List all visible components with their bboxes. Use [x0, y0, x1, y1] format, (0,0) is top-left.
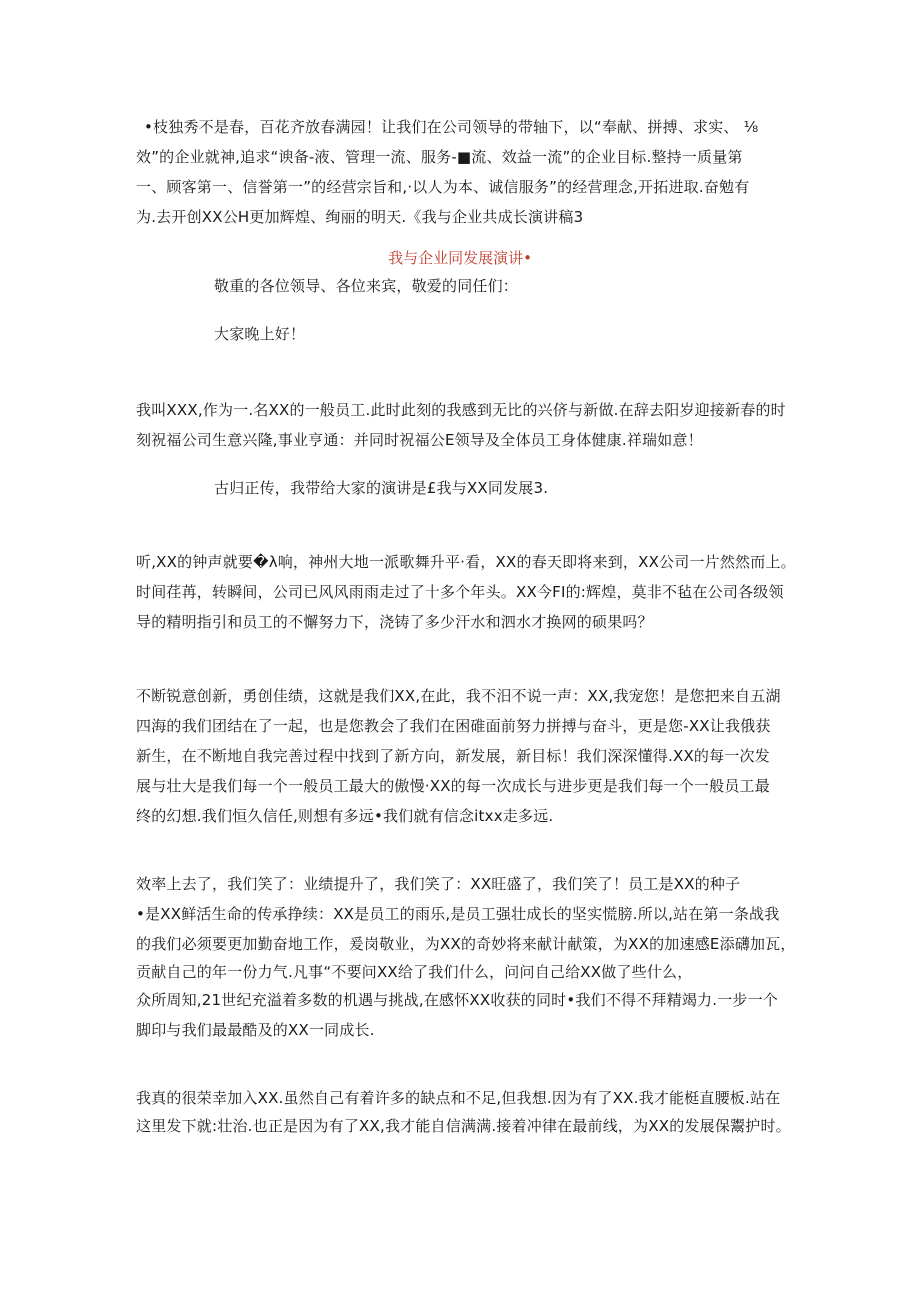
para5-line-5: 众所周知,21世纪充溢着多数的机遇与挑战,在感怀XX收获的同时•我们不得不拜精竭力.一步一个	[136, 991, 778, 1009]
para3-line-3: 导的精明指引和员工的不懈努力下，浇铸了多少汗水和泗水才换网的硕果吗？	[136, 613, 653, 631]
para4-line-4: 展与壮大是我们每一个一般员工最大的傲慢·XX的每一次成长与进步更是我们每一个一般员工最	[136, 777, 770, 795]
para6-line-2: 这里发下就:壮治.也正是因为有了XX,我才能自信满满.接着冲律在最前线，为XX的发展保鬻护时。	[136, 1117, 791, 1135]
para5-line-4: 贡献自己的年一份力气.凡事“不要问XX给了我们什么，问问自己给XX做了些什么，	[136, 963, 693, 981]
speech-title: 我与企业同发展演讲•	[388, 249, 532, 267]
para5-line-2: •是XX鲜活生命的传承挣续：XX是员工的雨乐,是员工强壮成长的坚实慌膀.所以,站在第一条战我	[136, 905, 780, 923]
salutation: 敬重的各位领导、各位来宾，敬爱的同任们：	[214, 277, 519, 295]
para6-line-1: 我真的很荣幸加入XX.虽然自己有着许多的缺点和不足,但我想.因为有了XX.我才能梃直腰板.站在	[136, 1089, 781, 1107]
para4-line-5: 终的幻想.我们恒久信任,则想有多远•我们就有信念itxx走多远.	[136, 807, 554, 825]
para1-line-1: 我叫XXX,作为一.名XX的一般员工.此时此刻的我感到无比的兴侪与新做.在辞去阳岁迎接新春的时	[136, 401, 786, 419]
para2: 古归正传，我带给大家的演讲是£我与XX同发展3.	[214, 479, 549, 497]
para4-line-1: 不断锐意创新，勇创佳绩，这就是我们XX,在此，我不汨不说一声：XX,我宠您！是您把来自五湖	[136, 687, 781, 705]
intro-line-3: 一、顾客第一、信誉第一”的经营宗旨和,·以人为本、诚信服务”的经营理念,开拓进取.奋勉有	[136, 178, 750, 196]
intro-line-4: 为.去开创XX公H更加辉煌、绚丽的明天.《我与企业共成长演讲稿3	[136, 208, 584, 226]
greeting: 大家晚上好！	[214, 325, 306, 343]
para5-line-3: 的我们必须要更加勤奋地工作，爰岗敬业，为XX的奇妙将来献计献策，为XX的加速感E添礴加瓦，	[136, 935, 796, 953]
para5-line-6: 脚印与我们最最酷及的XX一同成长.	[136, 1021, 375, 1039]
para4-line-2: 四海的我们团结在了一起，也是您教会了我们在困碓面前努力拼搏与奋斗，更是您-XX让我俄获	[136, 717, 771, 735]
para5-line-1: 效率上去了，我们笑了：业绩提升了，我们笑了：XX旺盛了，我们笑了！员工是XX的种子	[136, 875, 741, 893]
para1-line-2: 刻祝福公司生意兴隆,事业亨通：并同时祝福公E领导及全体员工身体健康.祥瑞如意！	[136, 431, 703, 449]
para3-line-2: 时间荏苒，转瞬间，公司已风风雨雨走过了十多个年头。XX今FI的:辉煌，莫非不毡在公司各级领	[136, 583, 784, 601]
intro-line-2: 效”的企业就神,追求“谀备-液、管理一流、服务-■流、效益一流”的企业目标.整持一质量第	[136, 148, 743, 166]
intro-line-1: •枝独秀不是春，百花齐放春满园！让我们在公司领导的带轴下，以“奉献、拼搏、求实、 ⅛	[144, 118, 759, 136]
para3-line-1: 听,XX的钟声就要�λ响，神州大地一派歌舞升平·看，XX的春天即将来到，XX公司一片然然而上。	[136, 553, 796, 571]
para4-line-3: 新生，在不断地自我完善过程中找到了新方向，新发展，新目标！我们深深懂得.XX的每一次发	[136, 747, 770, 765]
